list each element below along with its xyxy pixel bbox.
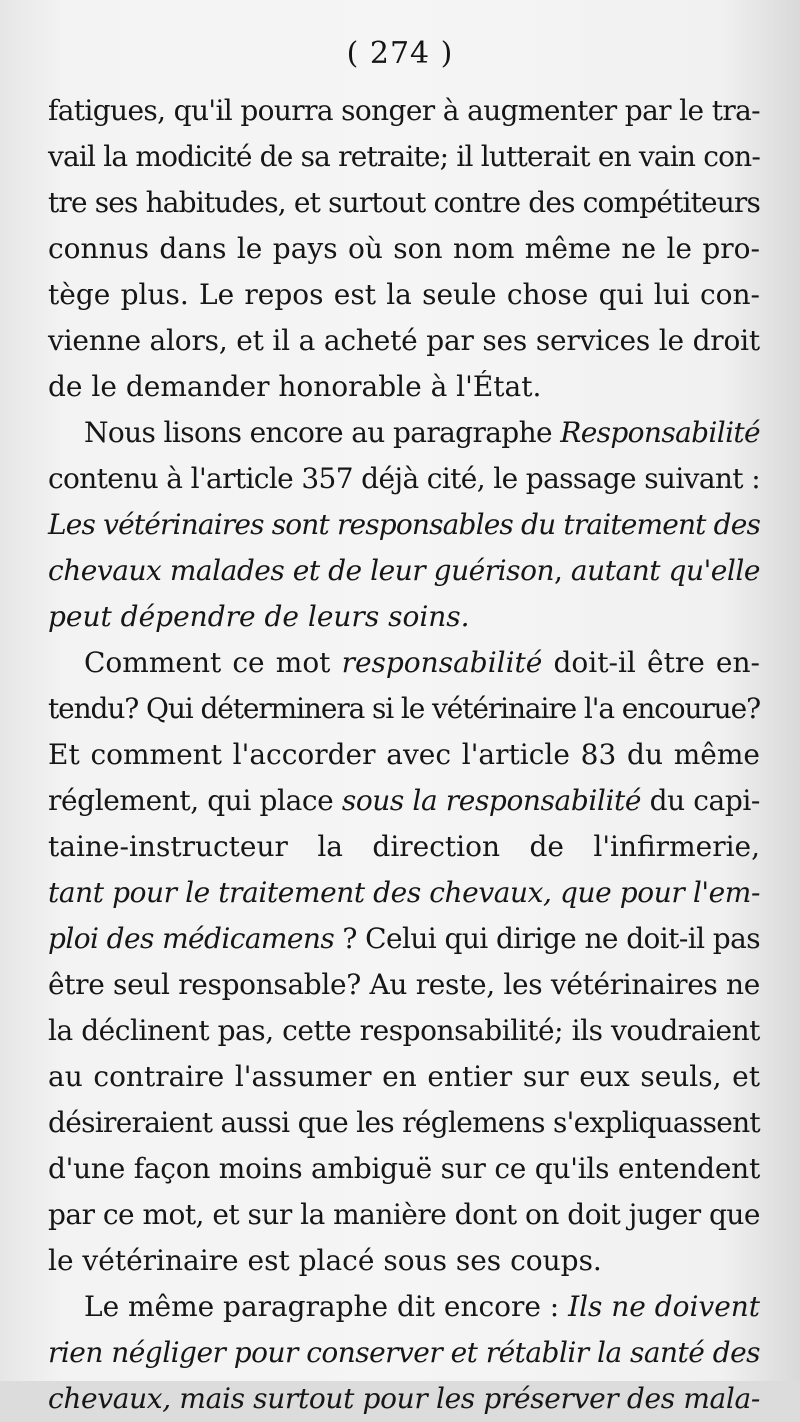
italic-text: Responsabilité	[560, 416, 760, 449]
text-segment: au contraire l'assumer en entier sur eux seuls, et	[48, 1060, 760, 1093]
text-line	[48, 870, 760, 916]
text-segment: la déclinent pas, cette responsabilité; ils voudraient	[48, 1014, 760, 1047]
line-content	[48, 134, 760, 180]
text-line	[48, 824, 760, 870]
line-content	[48, 1100, 760, 1146]
text-segment: être seul responsable? Au reste, les vétérinaires ne	[48, 968, 760, 1001]
text-line	[48, 180, 760, 226]
italic-text: tant pour le traitement des chevaux, que pour l'em-	[48, 876, 760, 909]
text-segment: du capi-	[641, 784, 760, 817]
line-content	[48, 1330, 760, 1376]
text-line	[48, 916, 760, 962]
text-segment: désireraient aussi que les réglemens s'expliquassent	[48, 1106, 760, 1139]
text-segment: par ce mot, et sur la manière dont on doit juger que	[48, 1198, 760, 1231]
text-segment: connus dans le pays où son nom même ne le pro-	[48, 232, 760, 265]
text-segment: Comment ce mot	[84, 646, 342, 679]
text-line	[48, 732, 760, 778]
text-segment: réglement, qui place	[48, 784, 342, 817]
line-content	[48, 456, 760, 502]
italic-text: sous la responsabilité	[341, 784, 642, 817]
text-segment: tendu? Qui déterminera si le vétérinaire l'a encourue?	[48, 692, 760, 725]
text-line	[48, 686, 760, 732]
text-line	[48, 456, 760, 502]
line-content	[48, 272, 760, 318]
text-segment: fatigues, qu'il pourra songer à augmenter par le tra-	[48, 94, 760, 127]
text-line	[48, 1238, 760, 1284]
line-content	[84, 640, 760, 686]
text-segment: ? Celui qui dirige ne doit-il pas	[334, 922, 760, 955]
text-segment: Nous lisons encore au paragraphe	[84, 416, 561, 449]
text-segment: contenu à l'article 357 déjà cité, le passage suivant :	[48, 462, 760, 495]
line-content	[84, 410, 760, 456]
italic-text: autant qu'elle	[570, 554, 760, 587]
text-line	[48, 548, 760, 594]
line-content	[48, 548, 760, 594]
line-content	[48, 1008, 760, 1054]
text-line	[48, 318, 760, 364]
italic-text: rien négliger pour conserver et rétablir la santé des	[48, 1336, 761, 1369]
text-line	[48, 364, 760, 410]
text-line	[48, 88, 760, 134]
text-segment: Et comment l'accorder avec l'article 83 du même	[48, 738, 760, 771]
text-line	[48, 502, 760, 548]
text-segment: tre ses habitudes, et surtout contre des compétiteurs	[48, 186, 760, 219]
line-content	[48, 502, 760, 548]
italic-text: peut dépendre de leurs soins.	[48, 600, 470, 633]
text-line	[48, 778, 760, 824]
line-content	[48, 732, 760, 778]
text-segment: d'une façon moins ambiguë sur ce qu'ils entendent	[48, 1152, 760, 1185]
text-line	[48, 1054, 760, 1100]
line-content	[48, 180, 760, 226]
line-content	[48, 916, 760, 962]
text-line	[48, 226, 760, 272]
text-line	[48, 1100, 760, 1146]
text-segment: taine-instructeur la direction de l'infirmerie,	[48, 830, 760, 863]
page-number: ( 274 )	[346, 36, 454, 71]
line-content	[84, 1284, 760, 1330]
text-segment: doit-il être en-	[542, 646, 760, 679]
text-segment: ,	[554, 554, 571, 587]
line-content	[48, 962, 760, 1008]
text-line	[48, 410, 760, 456]
line-content	[48, 1054, 760, 1100]
text-line	[48, 1284, 760, 1330]
italic-text: responsabilité	[341, 646, 543, 679]
italic-text: ploi des médicamens	[48, 922, 335, 955]
line-content	[48, 778, 760, 824]
italic-text: chevaux malades et de leur guérison	[48, 554, 555, 587]
text-line	[48, 1146, 760, 1192]
text-segment: de le demander honorable à l'État.	[48, 370, 542, 403]
line-content	[48, 1146, 760, 1192]
text-line	[48, 640, 760, 686]
text-line	[48, 1192, 760, 1238]
line-content	[48, 88, 760, 134]
line-content	[48, 1192, 760, 1238]
text-line	[48, 1008, 760, 1054]
text-segment: vail la modicité de sa retraite; il lutterait en vain con-	[48, 140, 760, 173]
line-content	[48, 870, 760, 916]
italic-text: chevaux, mais surtout pour les préserver des mala-	[48, 1382, 760, 1415]
italic-text: Ils ne doivent	[568, 1290, 761, 1323]
line-content	[48, 318, 760, 364]
italic-text: Les vétérinaires sont responsables du traitement des	[48, 508, 760, 541]
text-line	[48, 962, 760, 1008]
text-line	[48, 272, 760, 318]
text-line	[48, 1376, 760, 1422]
text-segment: Le même paragraphe dit encore :	[84, 1290, 569, 1323]
text-line	[48, 1330, 760, 1376]
text-line	[48, 134, 760, 180]
line-content	[48, 226, 760, 272]
line-content	[48, 686, 760, 732]
text-segment: tège plus. Le repos est la seule chose qui lui con-	[48, 278, 760, 311]
text-line	[48, 594, 760, 640]
body-text	[48, 88, 760, 1422]
text-segment: le vétérinaire est placé sous ses coups.	[48, 1244, 602, 1277]
text-segment: vienne alors, et il a acheté par ses services le droit	[48, 324, 760, 357]
line-content	[48, 1376, 760, 1422]
line-content	[48, 824, 760, 870]
